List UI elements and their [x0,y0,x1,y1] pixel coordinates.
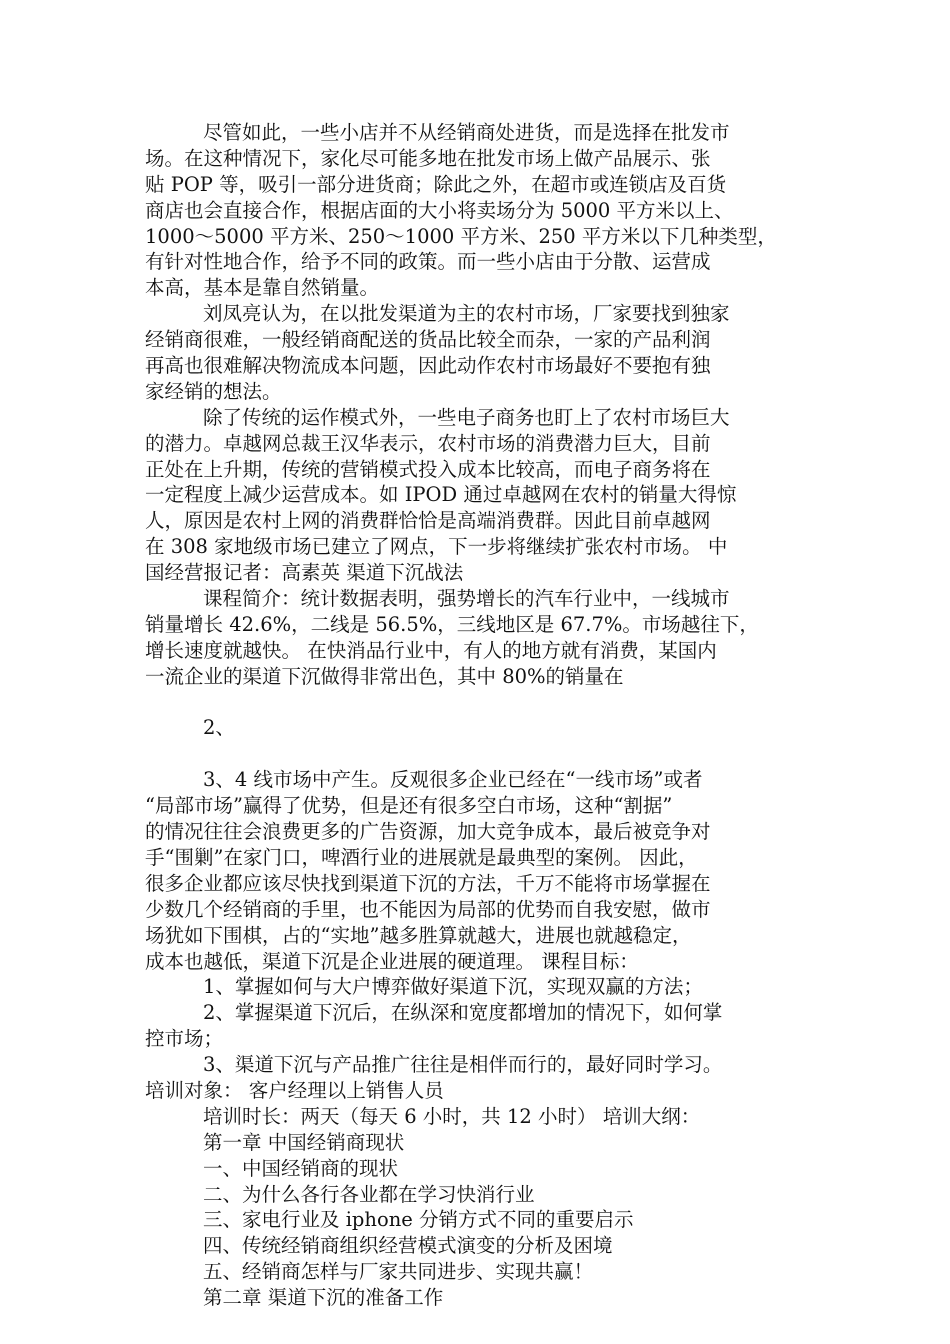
document-page [145,120,810,1311]
text-line: 3、4 线市场中产生。反观很多企业已经在“一线市场”或者 [203,768,703,792]
text-line: 五、经销商怎样与厂家共同进步、实现共赢！ [203,1260,594,1284]
text-line: “局部市场”赢得了优势，但是还有很多空白市场，这种“割据” [145,794,673,818]
text-line: 2、掌握渠道下沉后，在纵深和宽度都增加的情况下，如何掌 [203,1001,723,1025]
text-line: 3、渠道下沉与产品推广往往是相伴而行的，最好同时学习。 [203,1053,723,1077]
text-line: 一流企业的渠道下沉做得非常出色，其中 80%的销量在 [145,664,624,688]
text-line: 家经销的想法。 [145,379,282,403]
text-line: 场犹如下围棋，占的“实地”越多胜算就越大，进展也就越稳定， [145,923,692,947]
text-line: 控市场； [145,1027,224,1051]
text-line: 第二章 渠道下沉的准备工作 [203,1286,444,1310]
text-line: 的潜力。卓越网总裁王汉华表示，农村市场的消费潜力巨大，目前 [145,431,711,455]
text-line: 1000～5000 平方米、250～1000 平方米、250 平方米以下几种类型， [145,224,777,248]
text-line: 除了传统的运作模式外，一些电子商务也盯上了农村市场巨大 [203,405,730,429]
text-line: 课程简介：统计数据表明，强势增长的汽车行业中，一线城市 [203,587,730,611]
text-line: 很多企业都应该尽快找到渠道下沉的方法，千万不能将市场掌握在 [145,871,711,895]
text-line: 四、传统经销商组织经营模式演变的分析及困境 [203,1234,613,1258]
text-line: 尽管如此，一些小店并不从经销商处进货，而是选择在批发市 [203,121,730,144]
text-line: 商店也会直接合作，根据店面的大小将卖场分为 5000 平方米以上、 [145,198,734,222]
text-line: 一、中国经销商的现状 [203,1156,399,1180]
text-line: 国经营报记者：高素英 渠道下沉战法 [145,561,464,585]
text-line: 本高，基本是靠自然销量。 [145,276,380,300]
text-line: 培训对象： 客户经理以上销售人员 [145,1078,444,1102]
text-line: 增长速度就越快。 在快消品行业中，有人的地方就有消费，某国内 [145,638,717,662]
text-line: 正处在上升期，传统的营销模式投入成本比较高，而电子商务将在 [145,457,711,481]
text-line: 贴 POP 等，吸引一部分进货商；除此之外，在超市或连锁店及百货 [145,172,727,196]
text-line [145,690,810,716]
text-line [145,741,810,767]
text-line: 再高也很难解决物流成本问题，因此动作农村市场最好不要抱有独 [145,354,711,378]
text-line: 成本也越低，渠道下沉是企业进展的硬道理。 课程目标： [145,949,639,973]
text-line: 2、 [203,716,235,740]
text-line: 培训时长：两天（每天 6 小时，共 12 小时） 培训大纲： [203,1104,701,1128]
text-line: 经销商很难，一般经销商配送的货品比较全而杂，一家的产品利润 [145,328,711,352]
text-line: 的情况往往会浪费更多的广告资源，加大竞争成本，最后被竞争对 [145,820,711,844]
text-line: 手“围剿”在家门口，啤酒行业的进展就是最典型的案例。 因此， [145,845,698,869]
text-line: 有针对性地合作，给予不同的政策。而一些小店由于分散、运营成 [145,250,711,274]
text-line: 在 308 家地级市场已建立了网点，下一步将继续扩张农村市场。 中 [145,535,728,559]
text-line: 一定程度上减少运营成本。如 IPOD 通过卓越网在农村的销量大得惊 [145,483,737,507]
text-line: 销量增长 42.6%，二线是 56.5%，三线地区是 67.7%。市场越往下， [145,612,759,636]
text-line: 二、为什么各行各业都在学习快消行业 [203,1182,535,1206]
text-line: 1、掌握如何与大户博弈做好渠道下沉，实现双赢的方法； [203,975,703,999]
text-line: 三、家电行业及 iphone 分销方式不同的重要启示 [203,1208,634,1232]
text-line: 刘凤亮认为，在以批发渠道为主的农村市场，厂家要找到独家 [203,302,730,326]
text-line: 少数几个经销商的手里，也不能因为局部的优势而自我安慰，做市 [145,897,711,921]
text-line: 场。在这种情况下，家化尽可能多地在批发市场上做产品展示、张 [145,146,711,170]
text-line: 第一章 中国经销商现状 [203,1130,405,1154]
text-line: 人，原因是农村上网的消费群恰恰是高端消费群。因此目前卓越网 [145,509,711,533]
